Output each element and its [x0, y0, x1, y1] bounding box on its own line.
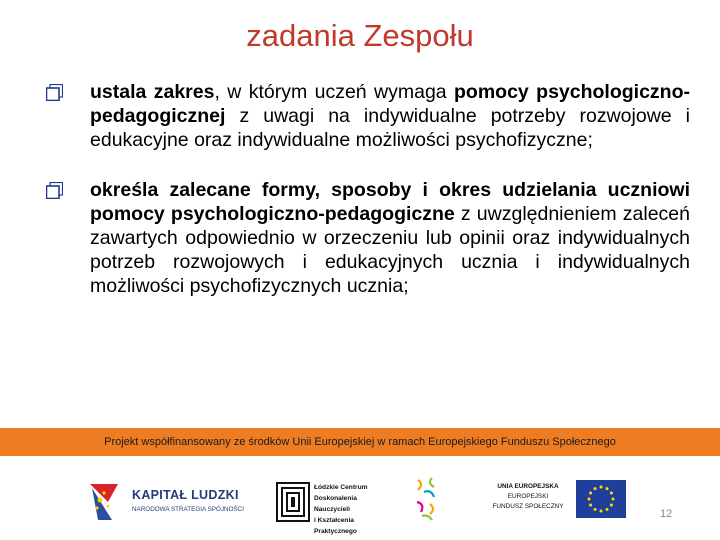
eu-efs-logo — [484, 480, 632, 522]
ue-line: UNIA EUROPEJSKA — [497, 483, 559, 490]
bullet-bold-text: określa zalecane formy, sposoby i okres udzielania uczniowi pomocy psychologiczno-pedagogiczne — [90, 179, 690, 225]
ldn-line: Doskonalenia Nauczycieli — [314, 495, 357, 513]
bullet-bold-text: pomocy psychologiczno-pedagogicznej — [90, 81, 690, 127]
kapital-ludzki-logo — [88, 480, 263, 524]
ue-text — [484, 482, 572, 512]
ue-line: FUNDUSZ SPOŁECZNY — [492, 503, 564, 510]
bullet-item — [40, 178, 690, 298]
ldn-text — [314, 482, 388, 537]
footer-band — [0, 428, 720, 456]
ldn-logo — [276, 480, 388, 535]
checkbox-bullet-icon — [46, 182, 63, 199]
checkbox-bullet-icon — [46, 84, 63, 101]
bullet-item — [40, 80, 690, 152]
kapital-ludzki-subtitle: NARODOWA STRATEGIA SPÓJNOŚCI — [132, 506, 244, 513]
logo-strip — [0, 472, 720, 535]
bullet-text: , w którym uczeń wymaga — [214, 81, 455, 103]
ldn-line: i Kształcenia Praktycznego — [314, 517, 357, 535]
bullet-text: z uwagi na indywidualne potrzeby rozwojowe i edukacyjne oraz indywidualne możliwości psychofizyczne; — [90, 105, 690, 151]
eu-flag-icon — [576, 480, 626, 518]
ldn-emblem-icon — [276, 482, 310, 522]
colorful-ornament-logo — [412, 476, 446, 526]
ue-line: EUROPEJSKI — [507, 493, 549, 500]
page-number: 12 — [660, 508, 673, 520]
ldn-line: Łódzkie Centrum — [314, 484, 368, 491]
ornament-icon — [412, 476, 446, 526]
bullet-text: z uwzględnieniem zaleceń zawartych odpowiednio w orzeczeniu lub opinii oraz indywidualnych potrzeb rozwojowych i edukacyjnych ucznia i indywidualnych możliwości psychofizycznych ucznia; — [90, 203, 690, 297]
bullet-bold-text: ustala zakres — [90, 81, 215, 103]
slide-title: zadania Zespołu — [246, 18, 474, 53]
kapital-ludzki-emblem-icon — [88, 480, 128, 524]
footer-text: Projekt współfinansowany ze środków Unii Europejskiej w ramach Europejskiego Funduszu Społecznego — [104, 436, 616, 448]
bullet-list — [40, 80, 690, 298]
kapital-ludzki-title: KAPITAŁ LUDZKI — [132, 488, 239, 502]
